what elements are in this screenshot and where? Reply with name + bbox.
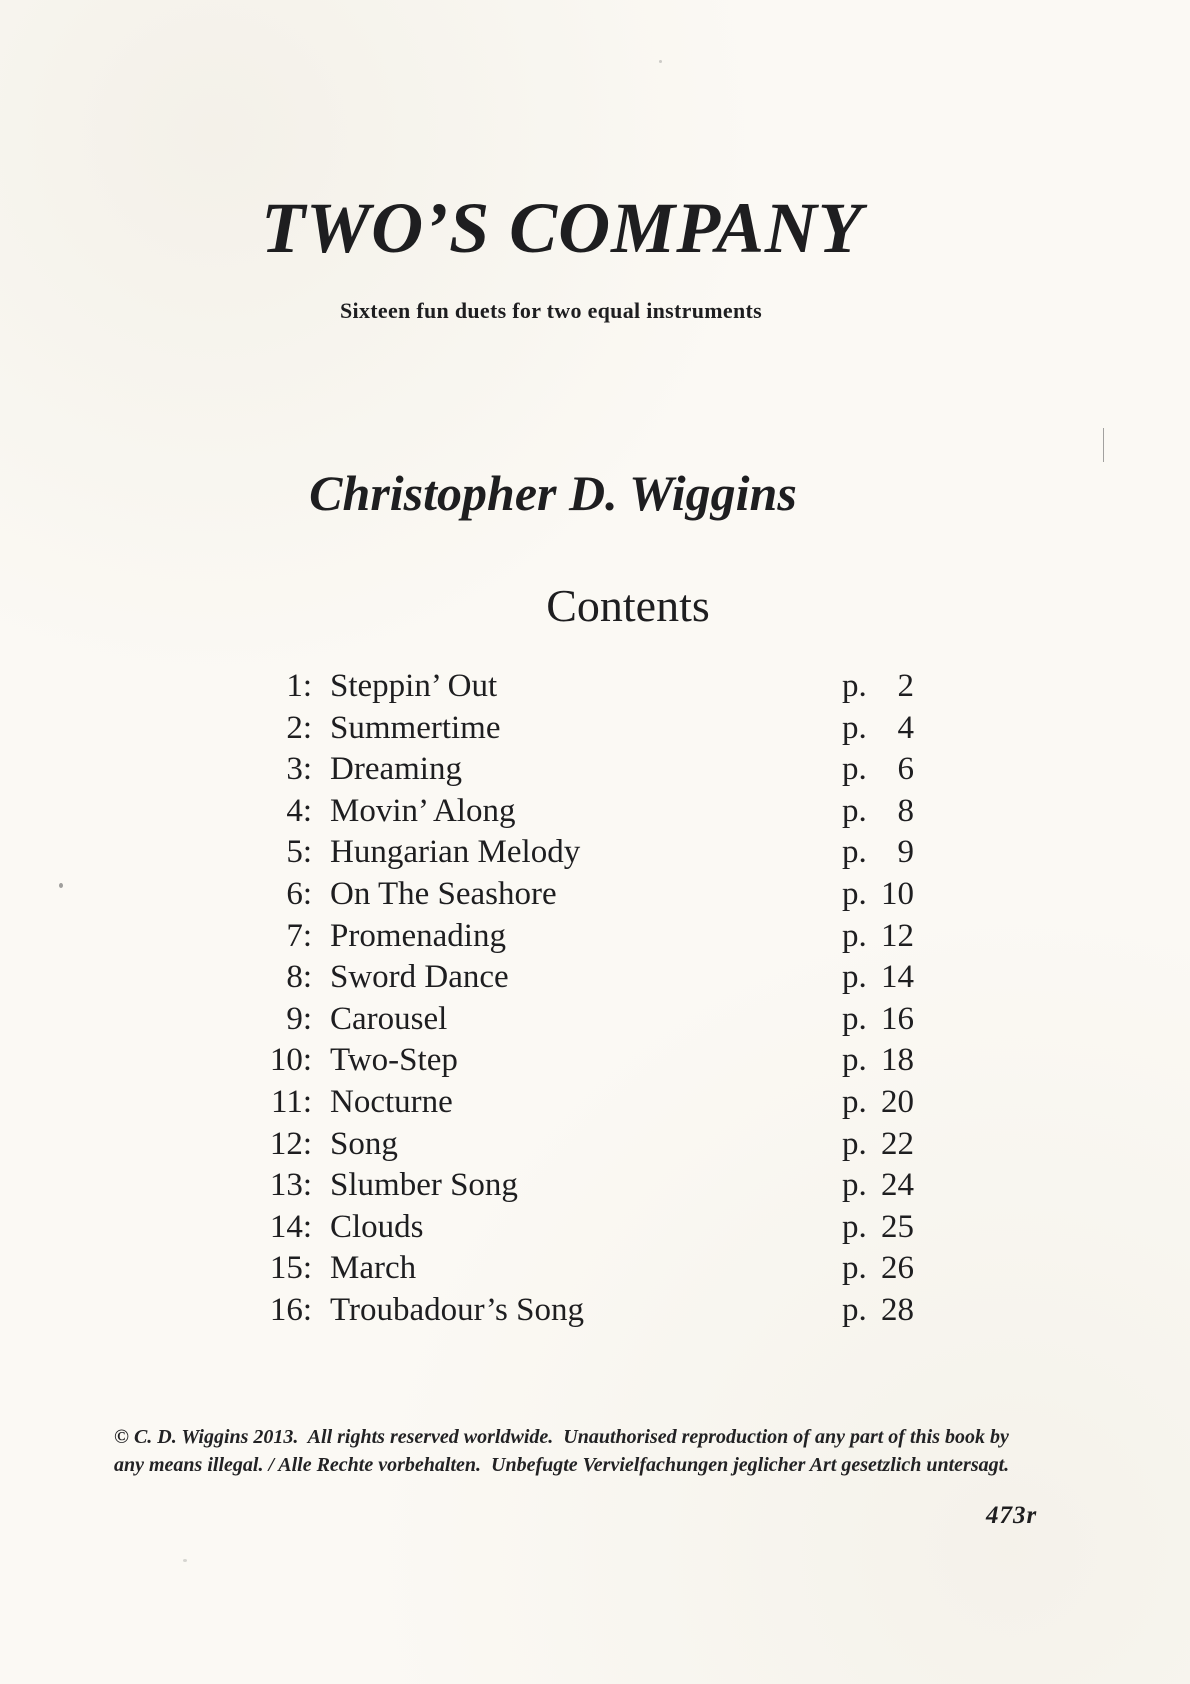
toc-page-number: 24 [881,1167,914,1204]
toc-entry-page [842,874,914,916]
toc-entry-title: Promenading [330,917,506,954]
toc-entry-title: Summertime [330,709,501,746]
copyright-line-1: © C. D. Wiggins 2013. All rights reserved worldwide. Unauthorised reproduction of any part of this book by [114,1426,1009,1448]
scan-speck [659,60,662,63]
toc-row [242,999,914,1041]
toc-row [242,1082,914,1124]
toc-row [242,708,914,750]
toc-row [242,874,914,916]
toc-page-number: 22 [881,1125,914,1162]
toc-row [242,791,914,833]
toc-page-prefix: p. [842,1208,867,1245]
toc-entry-page [842,666,914,708]
toc-page-number: 18 [881,1042,914,1079]
toc-entry-number: 13: [269,1167,312,1204]
toc-entry-title: Troubadour’s Song [330,1291,584,1328]
toc-page-prefix: p. [842,1167,867,1204]
copyright-line-2: any means illegal. / Alle Rechte vorbehalten. Unbefugte Vervielfachungen jeglicher Art gesetzlich untersagt. [114,1454,1010,1476]
toc-row [242,957,914,999]
toc-entry-page [842,1124,914,1166]
toc-entry-title: Dreaming [330,751,462,788]
toc-entry-page [842,916,914,958]
toc-page-number: 6 [897,751,914,788]
toc-page-number: 28 [881,1291,914,1328]
toc-entry-number: 4: [286,792,312,829]
toc-page-prefix: p. [842,834,867,871]
scan-speck [183,1559,187,1562]
toc-entry-page [842,749,914,791]
toc-entry-page [842,791,914,833]
toc-entry-number: 11: [271,1083,312,1120]
toc-page-prefix: p. [842,875,867,912]
toc-page-prefix: p. [842,959,867,996]
toc-page-number: 8 [897,792,914,829]
toc-entry-title: Two-Step [330,1042,458,1079]
toc-entry-title: Movin’ Along [330,792,516,829]
scan-speck [59,883,63,888]
toc-entry-number: 6: [286,875,312,912]
book-title: TWO’S COMPANY [261,188,863,268]
toc-entry-page [842,999,914,1041]
toc-page-number: 14 [881,959,914,996]
toc-page-number: 2 [897,668,914,704]
toc-page-prefix: p. [842,1000,867,1037]
toc-entry-number: 14: [269,1208,312,1245]
book-subtitle: Sixteen fun duets for two equal instruments [340,298,762,323]
table-of-contents [242,666,914,1332]
toc-page-prefix: p. [842,1291,867,1328]
toc-page-prefix: p. [842,1042,867,1079]
toc-entry-page [842,1290,914,1332]
toc-entry-page [842,1040,914,1082]
toc-page-prefix: p. [842,1125,867,1162]
toc-entry-title: Hungarian Melody [330,834,581,871]
toc-entry-number: 16: [269,1291,312,1328]
toc-entry-number: 12: [269,1125,312,1162]
toc-entry-title: Clouds [330,1208,424,1245]
toc-row [242,1124,914,1166]
toc-page-number: 26 [881,1250,914,1287]
toc-row [242,1165,914,1207]
toc-entry-title: Carousel [330,1000,448,1037]
toc-entry-number: 9: [286,1000,312,1037]
toc-page-prefix: p. [842,1083,867,1120]
toc-row [242,749,914,791]
toc-page-number: 20 [881,1083,914,1120]
toc-entry-number: 5: [286,834,312,871]
scan-artifact-line [1103,428,1104,462]
toc-row [242,916,914,958]
toc-entry-page [842,1165,914,1207]
toc-entry-number: 7: [286,917,312,954]
toc-row [242,1040,914,1082]
toc-row [242,1207,914,1249]
toc-entry-title: On The Seashore [330,875,557,912]
toc-entry-title: March [330,1250,417,1287]
toc-entry-title: Steppin’ Out [330,668,498,704]
toc-page-number: 12 [881,917,914,954]
toc-row [242,666,914,708]
toc-page-prefix: p. [842,668,867,704]
copyright-notice [114,1423,1114,1479]
toc-entry-title: Song [330,1125,398,1162]
contents-heading: Contents [546,580,710,631]
toc-entry-number: 2: [286,709,312,746]
toc-row [242,832,914,874]
author-name: Christopher D. Wiggins [309,465,797,521]
toc-page-prefix: p. [842,917,867,954]
toc-row [242,1290,914,1332]
toc-page-number: 10 [881,875,914,912]
toc-entry-page [842,832,914,874]
toc-entry-number: 3: [286,751,312,788]
toc-page-prefix: p. [842,1250,867,1287]
toc-entry-page [842,1248,914,1290]
toc-entry-number: 10: [269,1042,312,1079]
toc-page-number: 4 [897,709,914,746]
toc-entry-number: 1: [286,668,312,704]
toc-page-prefix: p. [842,792,867,829]
toc-page-number: 16 [881,1000,914,1037]
toc-entry-number: 15: [269,1250,312,1287]
toc-page-prefix: p. [842,751,867,788]
toc-page-number: 9 [897,834,914,871]
toc-entry-page [842,708,914,750]
toc-page-number: 25 [881,1208,914,1245]
toc-entry-title: Nocturne [330,1083,453,1120]
plate-number: 473r [986,1502,1038,1529]
toc-entry-page [842,1207,914,1249]
toc-entry-page [842,957,914,999]
toc-entry-title: Slumber Song [330,1167,518,1204]
toc-entry-title: Sword Dance [330,959,509,996]
toc-row [242,1248,914,1290]
toc-entry-number: 8: [286,959,312,996]
toc-entry-page [842,1082,914,1124]
toc-page-prefix: p. [842,709,867,746]
